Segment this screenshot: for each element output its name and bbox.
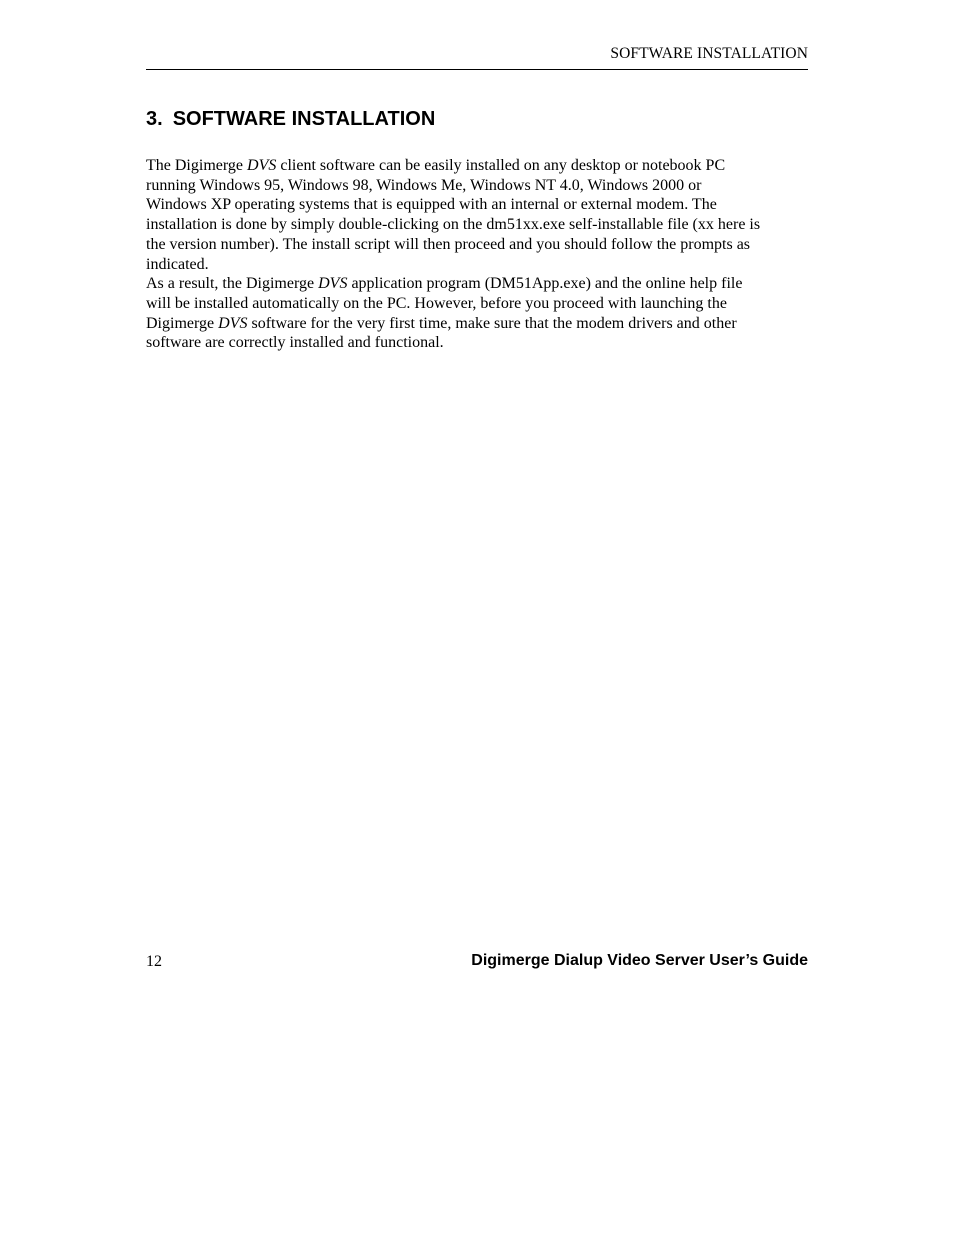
text-span: application program (DM51App.exe) and the online help file (347, 275, 743, 293)
text-line: the version number). The install script will then proceed and you should follow the prompts as (146, 235, 751, 253)
section-title: SOFTWARE INSTALLATION (172, 108, 436, 130)
paragraph-1 (146, 156, 808, 274)
footer-guide-title: Digimerge Dialup Video Server User’s Guide (471, 952, 808, 969)
text-line: installation is done by simply double-clicking on the dm51xx.exe self-installable file (xx here is (146, 216, 761, 234)
text-span: Digimerge (146, 314, 219, 332)
body-text (146, 156, 808, 353)
text-line (146, 314, 808, 334)
paragraph-2 (146, 274, 808, 353)
text-line: Windows XP operating systems that is equipped with an internal or external modem. The (146, 196, 717, 214)
running-header: SOFTWARE INSTALLATION (610, 45, 808, 62)
text-span: software for the very first time, make sure that the modem drivers and other (247, 314, 737, 332)
text-line: running Windows 95, Windows 98, Windows Me, Windows NT 4.0, Windows 2000 or (146, 176, 702, 194)
text-line (146, 156, 808, 176)
text-span: client software can be easily installed on any desktop or notebook PC (276, 157, 726, 174)
section-heading (146, 106, 435, 132)
page-number: 12 (146, 953, 162, 970)
text-line: will be installed automatically on the PC. However, before you proceed with launching the (146, 294, 727, 312)
text-span: As a result, the Digimerge (146, 275, 319, 293)
header-rule (146, 69, 808, 70)
text-line (146, 274, 808, 294)
product-name-italic: DVS (247, 157, 277, 174)
text-line: indicated. (146, 255, 209, 273)
section-number: 3. (146, 108, 163, 130)
text-line: software are correctly installed and functional. (146, 334, 444, 352)
product-name-italic: DVS (218, 314, 248, 332)
text-span: The Digimerge (146, 157, 248, 174)
product-name-italic: DVS (318, 275, 348, 293)
